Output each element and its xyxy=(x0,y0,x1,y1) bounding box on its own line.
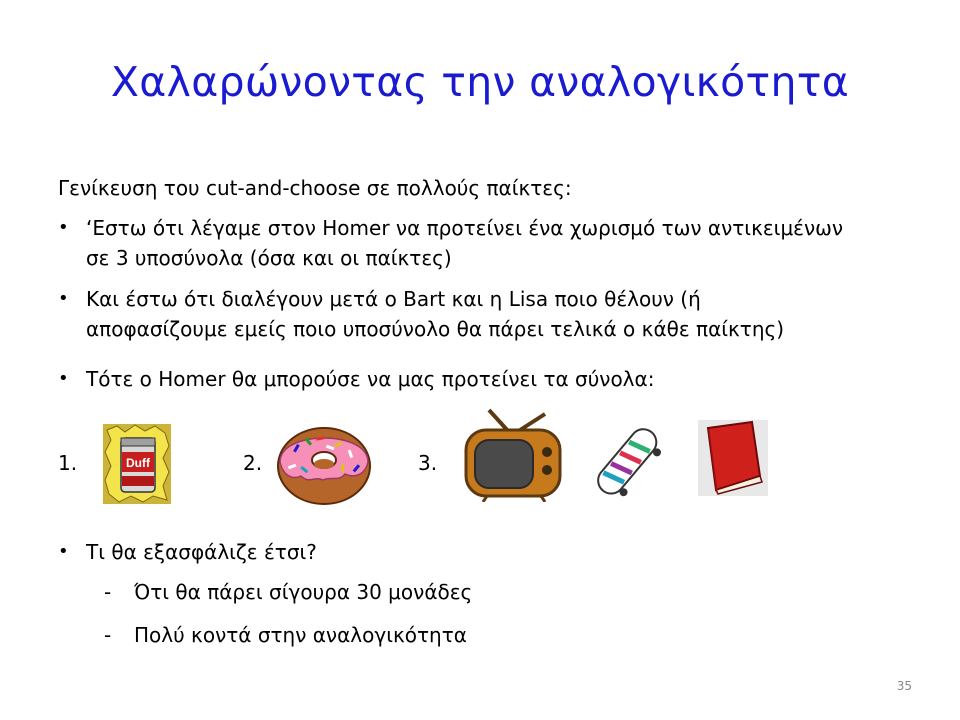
bullet-dot-3: • xyxy=(58,368,69,389)
bullet-2-line-1: Και έστω ότι διαλέγουν μετά ο Bart και η Lisa ποιο θέλουν (ή xyxy=(86,287,701,311)
sub-bullet-dash-2: - xyxy=(104,623,112,647)
page-number: 35 xyxy=(896,679,912,693)
bullet-2-line-2: αποφασίζουμε εμείς ποιο υποσύνολο θα πάρει τελικά ο κάθε παίκτης) xyxy=(86,317,785,341)
set-1-label: 1. xyxy=(58,451,78,475)
sub-bullet-1: Ότι θα πάρει σίγουρα 30 μονάδες xyxy=(134,580,473,604)
question-text: Τι θα εξασφάλιζε έτσι? xyxy=(86,540,317,564)
intro-text: Γενίκευση του cut-and-choose σε πολλούς παίκτες: xyxy=(58,176,572,200)
sub-bullet-2: Πολύ κοντά στην αναλογικότητα xyxy=(134,623,467,647)
set-2-label: 2. xyxy=(243,451,263,475)
svg-text:Duff: Duff xyxy=(126,456,150,470)
slide-title: Χαλαρώνοντας την αναλογικότητα xyxy=(110,58,850,106)
donut-icon xyxy=(275,418,373,506)
television-icon xyxy=(463,408,565,502)
book-icon xyxy=(698,420,768,496)
skateboard-icon xyxy=(586,420,670,504)
bullet-1-line-2: σε 3 υποσύνολα (όσα και οι παίκτες) xyxy=(86,246,452,270)
bullet-1-line-1: ‘Εστω ότι λέγαμε στον Homer να προτείνει ένα χωρισμό των αντικειμένων xyxy=(86,216,844,240)
duff-beer-can-icon xyxy=(103,424,171,504)
set-3-label: 3. xyxy=(418,451,438,475)
bullet-3-line-1: Τότε ο Homer θα μπορούσε να μας προτείνει τα σύνολα: xyxy=(86,367,655,391)
sub-bullet-dash-1: - xyxy=(104,580,112,604)
bullet-dot-2: • xyxy=(58,288,69,309)
bullet-dot-4: • xyxy=(58,541,69,562)
bullet-dot-1: • xyxy=(58,217,69,238)
